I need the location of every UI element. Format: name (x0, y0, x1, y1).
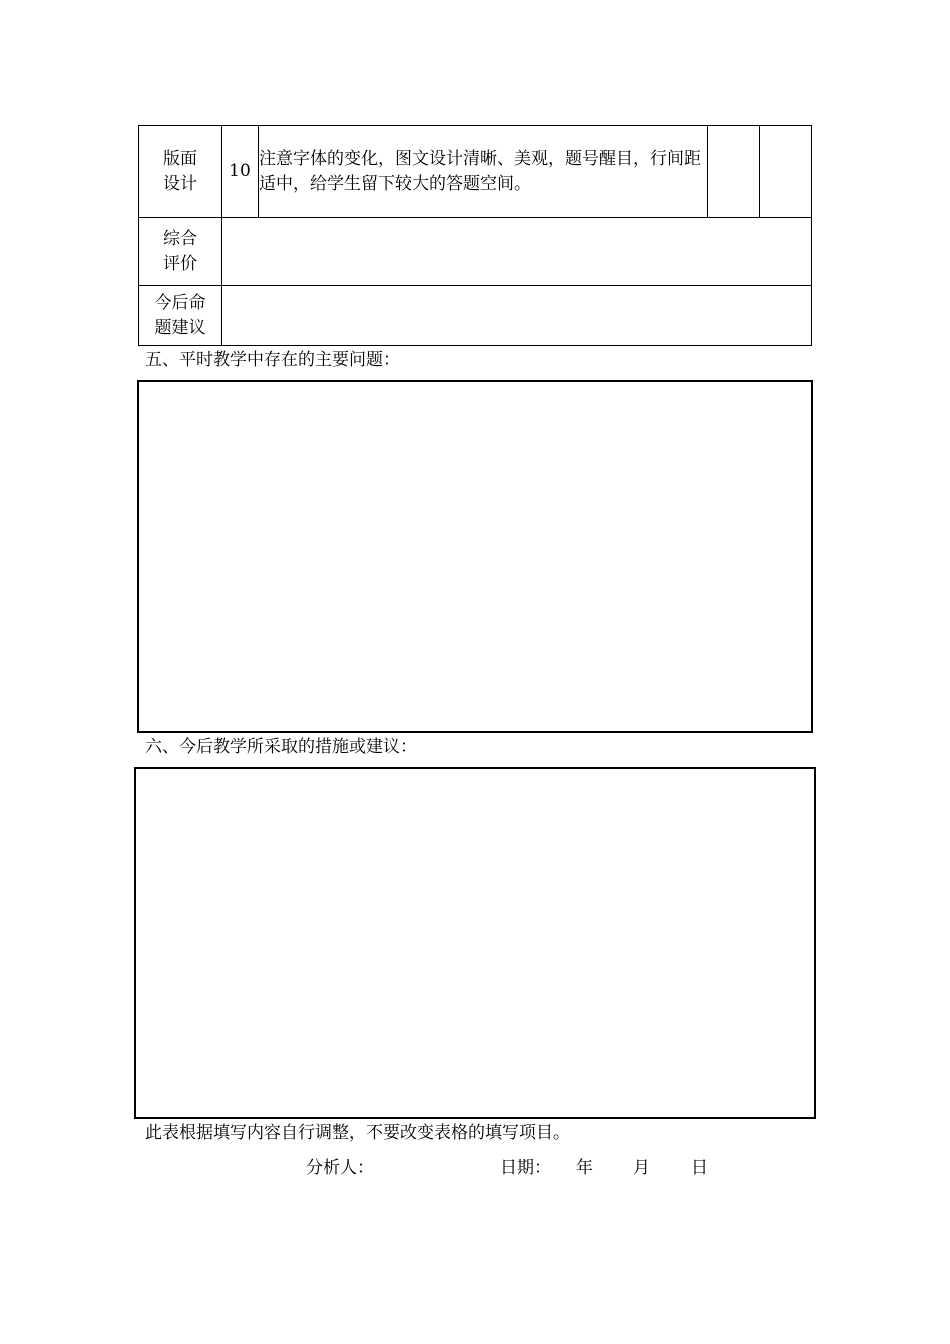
day-label: 日 (691, 1158, 708, 1178)
date-label: 日期： (500, 1158, 551, 1178)
section-5-title: 五、平时教学中存在的主要问题： (145, 350, 400, 370)
overall-evaluation-field[interactable] (222, 218, 812, 286)
label-line: 评价 (163, 253, 197, 274)
section-6-title: 六、今后教学所采取的措施或建议： (145, 737, 417, 757)
layout-design-label (139, 126, 222, 218)
overall-evaluation-label (139, 218, 222, 286)
label-line: 题建议 (154, 317, 206, 338)
footer-note: 此表根据填写内容自行调整，不要改变表格的填写项目。 (145, 1123, 570, 1143)
year-label: 年 (576, 1158, 593, 1178)
label-line: 设计 (163, 173, 197, 194)
future-suggestions-field[interactable] (222, 286, 812, 346)
description-cell: 注意字体的变化，图文设计清晰、美观，题号醒目，行间距适中，给学生留下较大的答题空间。 (259, 126, 708, 218)
score-cell: 10 (222, 126, 259, 218)
analyst-label: 分析人： (306, 1158, 374, 1178)
table-row (139, 218, 812, 286)
evaluation-table (138, 125, 812, 346)
section-6-box[interactable] (134, 767, 816, 1119)
label-line: 今后命 (154, 292, 206, 313)
table-row (139, 126, 812, 218)
section-5-box[interactable] (137, 380, 813, 733)
future-suggestions-label (139, 286, 222, 346)
table-row (139, 286, 812, 346)
score-input-cell[interactable] (760, 126, 812, 218)
month-label: 月 (633, 1158, 650, 1178)
score-input-cell[interactable] (708, 126, 760, 218)
label-line: 版面 (163, 148, 197, 169)
label-line: 综合 (163, 228, 197, 249)
